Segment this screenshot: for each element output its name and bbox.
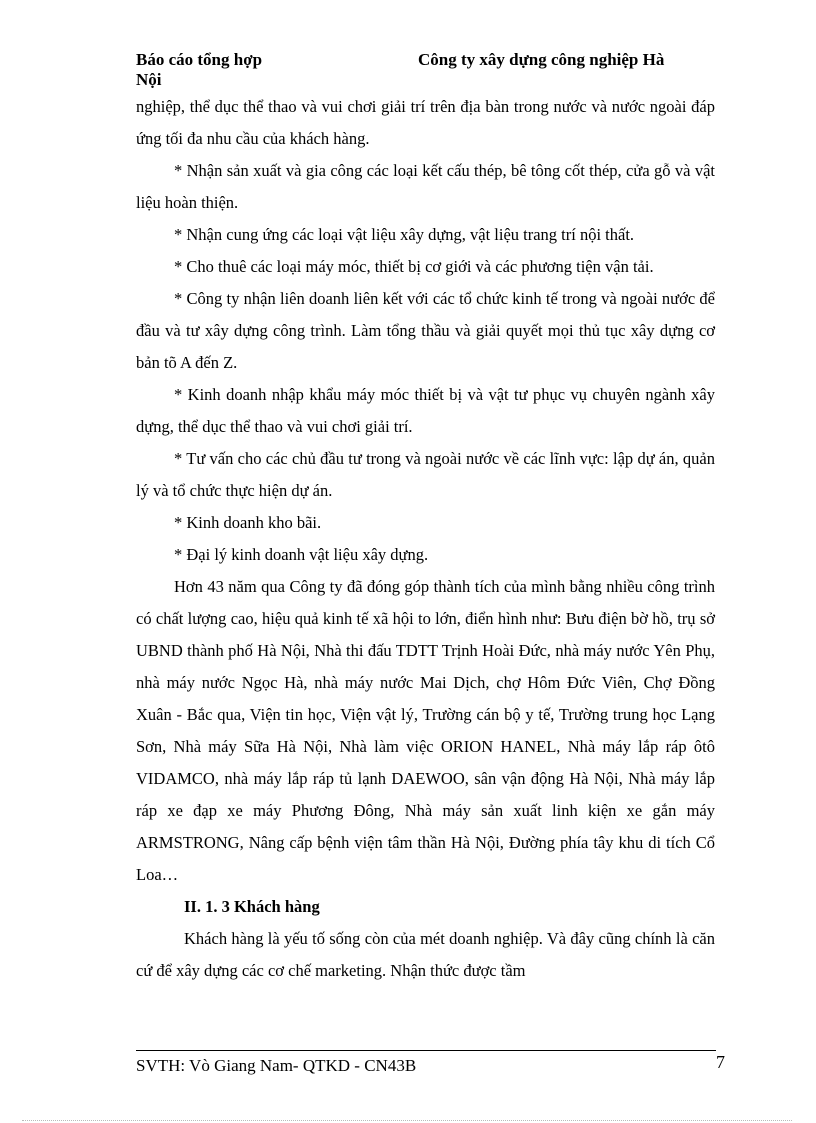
paragraph-achievements: Hơn 43 năm qua Công ty đã đóng góp thành tích của mình bằng nhiều công trình có chất lượng cao, hiệu quả kinh tế xã hội to lớn, điển hình như: Bưu điện bờ hồ, trụ sở UBND thành phố Hà Nội, Nhà thi đấu TDTT Trịnh Hoài Đức, nhà máy nước Yên Phụ, nhà máy nước Ngọc Hà, nhà máy nước Mai Dịch, chợ Hôm Đức Viên, Chợ Đồng Xuân - Bắc qua, Viện tin học, Viện vật lý, Trường cán bộ y tế, Trường trung học Lạng Sơn, Nhà máy Sữa Hà Nội, Nhà làm việc ORION HANEL, Nhà máy lắp ráp ôtô VIDAMCO, nhà máy lắp ráp tủ lạnh DAEWOO, sân vận động Hà Nội, Nhà máy lắp ráp xe đạp xe máy Phương Đông, Nhà máy sản xuất linh kiện xe gắn máy ARMSTRONG, Nâng cấp bệnh viện tâm thần Hà Nội, Đường phía tây khu di tích Cổ Loa… xyxy=(136,577,715,884)
paragraph-agency: * Đại lý kinh doanh vật liệu xây dựng. xyxy=(174,545,429,564)
paragraph-equipment-rental: * Cho thuê các loại máy móc, thiết bị cơ giới và các phương tiện vận tải. xyxy=(174,257,654,276)
footer-author: SVTH: Vò Giang Nam- QTKD - CN43B xyxy=(136,1056,417,1075)
document-body xyxy=(136,91,715,987)
paragraph-continuation: nghiệp, thể dục thể thao và vui chơi giải trí trên địa bàn trong nước và nước ngoài đáp ứng tối đa nhu cầu của khách hàng. xyxy=(136,97,715,148)
section-heading: II. 1. 3 Khách hàng xyxy=(184,897,320,916)
paragraph-material-supply: * Nhận cung ứng các loại vật liệu xây dựng, vật liệu trang trí nội thất. xyxy=(174,225,635,244)
paragraph-steel-production: * Nhận sản xuất và gia công các loại kết cấu thép, bê tông cốt thép, cửa gỗ và vật liệu hoàn thiện. xyxy=(136,161,715,212)
paragraph-import: * Kinh doanh nhập khẩu máy móc thiết bị và vật tư phục vụ chuyên ngành xây dựng, thể dục thể thao và vui chơi giải trí. xyxy=(136,385,715,436)
paragraph-warehouse: * Kinh doanh kho bãi. xyxy=(174,513,322,532)
paragraph-consulting: * Tư vấn cho các chủ đầu tư trong và ngoài nước về các lĩnh vực: lập dự án, quản lý và tổ chức thực hiện dự án. xyxy=(136,449,715,500)
header-report-title: Báo cáo tổng hợp xyxy=(136,50,263,69)
paragraph-joint-venture: * Công ty nhận liên doanh liên kết với các tổ chức kinh tế trong và ngoài nước để đầu và tư xây dựng công trình. Làm tổng thầu và giải quyết mọi thủ tục xây dựng cơ bản tõ A đến Z. xyxy=(136,289,715,372)
header-company-name-wrap: Nội xyxy=(136,70,162,89)
page-bottom-edge xyxy=(22,1120,792,1121)
footer-rule xyxy=(136,1050,716,1051)
paragraph-customers: Khách hàng là yếu tố sống còn của mét doanh nghiệp. Và đây cũng chính là căn cứ để xây dựng các cơ chế marketing. Nhận thức được tầm xyxy=(136,929,715,980)
header-company-name: Công ty xây dựng công nghiệp Hà xyxy=(418,50,665,69)
page-number: 7 xyxy=(716,1052,725,1072)
